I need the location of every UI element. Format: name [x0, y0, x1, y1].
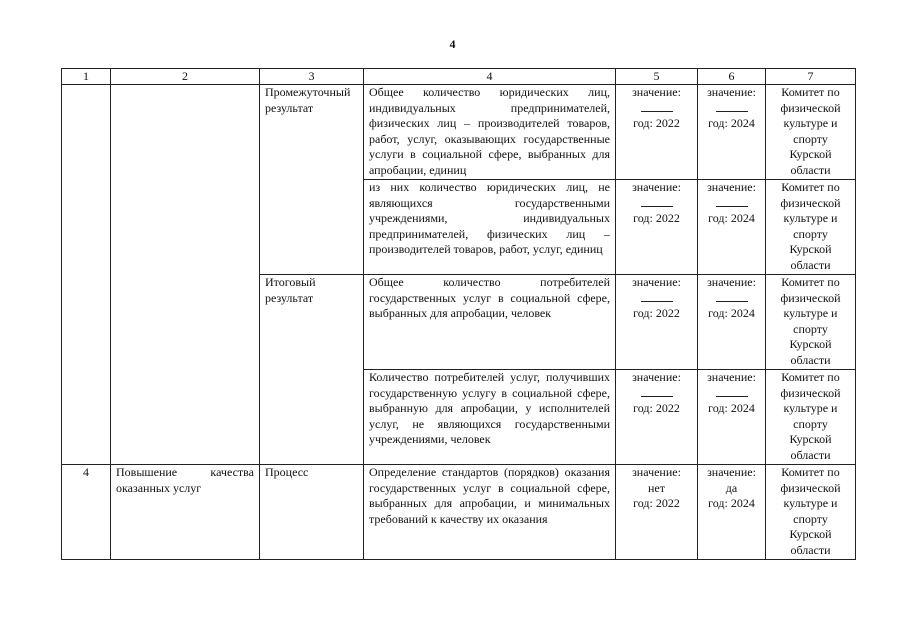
column-header-4: 4 [364, 69, 616, 85]
year-text: год: 2022 [633, 496, 680, 511]
value-cell-6 [698, 370, 766, 465]
year-text: год: 2022 [633, 401, 680, 416]
indicator-description-cell [364, 465, 616, 560]
executor-cell [766, 370, 856, 465]
year-text: год: 2022 [633, 211, 680, 226]
executor-line: спорту [793, 131, 828, 146]
task-cell [111, 465, 260, 560]
column-header-3: 3 [260, 69, 364, 85]
executor-line: Комитет по [781, 180, 840, 194]
executor-line: спорту [793, 226, 828, 241]
value-label: значение: [707, 85, 756, 99]
blank-value-line [641, 102, 673, 112]
value-text: да [725, 480, 738, 495]
executor-line: культуре и [783, 306, 838, 321]
value-line [621, 101, 692, 117]
executor-line: области [790, 352, 831, 367]
value-label: значение: [707, 275, 756, 289]
value-label: значение: [707, 465, 756, 479]
blank-value-line [716, 387, 748, 397]
executor-line: физической [780, 480, 841, 495]
result-type-cell [260, 275, 364, 465]
executor-line: Курской [789, 527, 832, 542]
value-cell-5 [616, 85, 698, 180]
table-body [62, 85, 856, 560]
year-text: год: 2024 [708, 496, 755, 511]
value-cell-5 [616, 275, 698, 370]
year-text: год: 2024 [708, 401, 755, 416]
executor-line: физической [780, 100, 841, 115]
value-line [703, 481, 760, 497]
value-label: значение: [632, 180, 681, 194]
year-text: год: 2022 [633, 116, 680, 131]
executor-line: физической [780, 290, 841, 305]
column-header-7: 7 [766, 69, 856, 85]
blank-value-line [716, 102, 748, 112]
value-line [703, 101, 760, 117]
executor-line: области [790, 447, 831, 462]
executor-line: культуре и [783, 211, 838, 226]
column-header-5: 5 [616, 69, 698, 85]
executor-cell [766, 465, 856, 560]
column-header-6: 6 [698, 69, 766, 85]
value-label: значение: [707, 370, 756, 384]
value-cell-6 [698, 180, 766, 275]
executor-line: культуре и [783, 496, 838, 511]
executor-line: спорту [793, 416, 828, 431]
blank-value-line [716, 292, 748, 302]
value-label: значение: [707, 180, 756, 194]
value-line [621, 481, 692, 497]
year-text: год: 2024 [708, 211, 755, 226]
value-text: нет [648, 480, 665, 495]
executor-line: культуре и [783, 401, 838, 416]
row-number: 4 [83, 465, 89, 479]
value-line [703, 386, 760, 402]
value-line [621, 386, 692, 402]
value-cell-5 [616, 180, 698, 275]
executor-line: физической [780, 195, 841, 210]
value-cell-5 [616, 465, 698, 560]
value-cell-6 [698, 465, 766, 560]
indicator-description: Определение стандартов (порядков) оказания государственных услуг в социальной сфере, выбранных для апробации, и минимальных требований к качеству их оказания [369, 465, 610, 526]
year-text: год: 2024 [708, 306, 755, 321]
executor-line: Комитет по [781, 465, 840, 479]
indicator-description-cell [364, 85, 616, 180]
executor-line: Комитет по [781, 370, 840, 384]
result-type: Процесс [265, 465, 309, 479]
executor-line: Комитет по [781, 275, 840, 289]
executor-line: Комитет по [781, 85, 840, 99]
column-header-2: 2 [111, 69, 260, 85]
row-number-cell [62, 85, 111, 465]
executor-cell [766, 85, 856, 180]
indicator-description: Количество потребителей услуг, получивших государственную услугу в социальной сфере, выбранную для апробации, у исполнителей услуг, не являющихся государственными учреждениями, человек [369, 370, 610, 447]
value-cell-5 [616, 370, 698, 465]
table-row [62, 465, 856, 560]
indicator-description: Общее количество потребителей государственных услуг в социальной сфере, выбранных для апробации, человек [369, 275, 610, 321]
value-line [703, 291, 760, 307]
row-number-cell [62, 465, 111, 560]
year-text: год: 2024 [708, 116, 755, 131]
indicator-description: из них количество юридических лиц, не являющихся государственными учреждениями, индивидуальных предпринимателей, физических лиц – производителей товаров, работ, услуг, единиц [369, 180, 610, 257]
value-label: значение: [632, 275, 681, 289]
executor-line: Курской [789, 242, 832, 257]
indicators-table [61, 68, 856, 560]
indicator-description-cell [364, 370, 616, 465]
executor-line: культуре и [783, 116, 838, 131]
value-line [621, 291, 692, 307]
executor-line: физической [780, 385, 841, 400]
executor-line: области [790, 162, 831, 177]
blank-value-line [641, 387, 673, 397]
executor-line: области [790, 542, 831, 557]
executor-cell [766, 180, 856, 275]
blank-value-line [641, 292, 673, 302]
value-label: значение: [632, 370, 681, 384]
task-text: Повышение качества оказанных услуг [116, 465, 254, 495]
executor-cell [766, 275, 856, 370]
result-type-cell [260, 85, 364, 275]
executor-line: области [790, 257, 831, 272]
result-type: Итоговый результат [265, 275, 316, 305]
indicator-description-cell [364, 275, 616, 370]
executor-line: Курской [789, 147, 832, 162]
executor-line: спорту [793, 321, 828, 336]
value-line [621, 196, 692, 212]
value-line [703, 196, 760, 212]
page-number: 4 [449, 37, 456, 51]
task-cell [111, 85, 260, 465]
value-cell-6 [698, 275, 766, 370]
header-row [62, 69, 856, 85]
indicator-description-cell [364, 180, 616, 275]
executor-line: спорту [793, 511, 828, 526]
table-row [62, 85, 856, 180]
executor-line: Курской [789, 337, 832, 352]
blank-value-line [641, 197, 673, 207]
year-text: год: 2022 [633, 306, 680, 321]
value-label: значение: [632, 465, 681, 479]
indicator-description: Общее количество юридических лиц, индивидуальных предпринимателей, физических лиц – производителей товаров, работ, услуг, оказывающих государственные услуги в социальной сфере, выбранных для апробации, единиц [369, 85, 610, 177]
executor-line: Курской [789, 432, 832, 447]
blank-value-line [716, 197, 748, 207]
result-type-cell [260, 465, 364, 560]
value-label: значение: [632, 85, 681, 99]
value-cell-6 [698, 85, 766, 180]
column-header-1: 1 [62, 69, 111, 85]
result-type: Промежуточный результат [265, 85, 351, 115]
